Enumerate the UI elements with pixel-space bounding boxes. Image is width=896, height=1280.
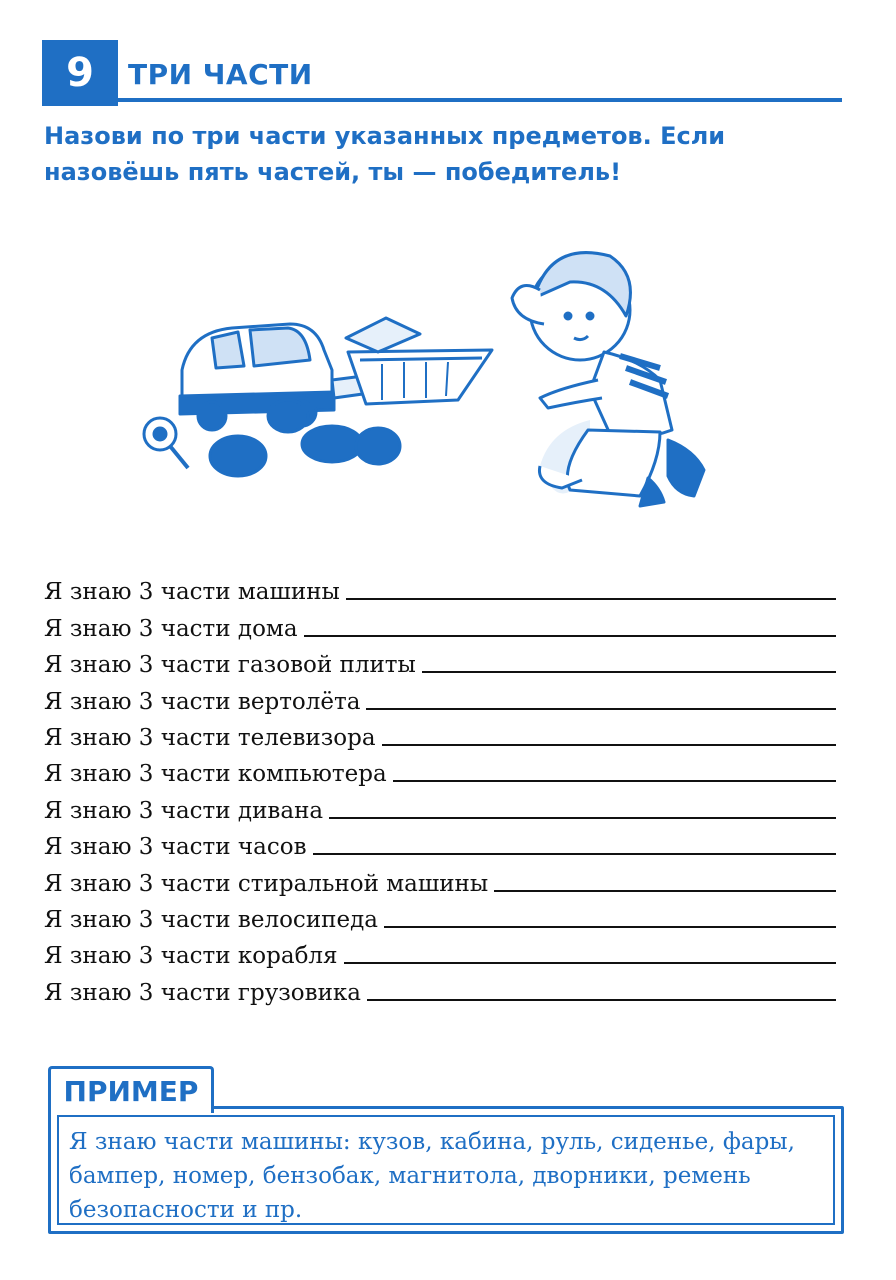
answer-lines: [44, 570, 836, 1007]
answer-line-label: Я знаю 3 части часов: [44, 834, 307, 861]
answer-line: [44, 934, 836, 970]
answer-line-label: Я знаю 3 части компьютера: [44, 761, 387, 788]
answer-line: [44, 970, 836, 1006]
answer-line-label: Я знаю 3 части грузовика: [44, 979, 361, 1006]
answer-blank[interactable]: [494, 890, 836, 892]
answer-line-label: Я знаю 3 части телевизора: [44, 724, 376, 751]
answer-blank[interactable]: [382, 744, 836, 746]
answer-blank[interactable]: [329, 817, 836, 819]
answer-line: [44, 570, 836, 606]
answer-line-label: Я знаю 3 части дома: [44, 615, 298, 642]
answer-line: [44, 606, 836, 642]
answer-line: [44, 679, 836, 715]
answer-line-label: Я знаю 3 части велосипеда: [44, 906, 378, 933]
answer-blank[interactable]: [384, 926, 836, 928]
answer-blank[interactable]: [313, 853, 836, 855]
answer-blank[interactable]: [422, 671, 836, 673]
exercise-header: [42, 40, 842, 106]
answer-line: [44, 788, 836, 824]
answer-line-label: Я знаю 3 части машины: [44, 579, 340, 606]
answer-line-label: Я знаю 3 части вертолёта: [44, 688, 361, 715]
example-heading: ПРИМЕР: [48, 1066, 214, 1113]
answer-line: [44, 898, 836, 934]
answer-line-label: Я знаю 3 части дивана: [44, 797, 324, 824]
answer-line-label: Я знаю 3 части газовой плиты: [44, 652, 416, 679]
answer-line-label: Я знаю 3 части корабля: [44, 943, 338, 970]
answer-blank[interactable]: [304, 635, 836, 637]
exercise-title: ТРИ ЧАСТИ: [128, 58, 313, 91]
exercise-number: 9: [42, 40, 118, 106]
answer-line: [44, 861, 836, 897]
answer-line-label: Я знаю 3 части стиральной машины: [44, 870, 489, 897]
answer-blank[interactable]: [346, 598, 836, 600]
instructions-text: Назови по три части указанных предметов. Если назовёшь пять частей, ты — победитель!: [44, 122, 726, 186]
answer-line: [44, 643, 836, 679]
answer-line: [44, 716, 836, 752]
example-text: Я знаю части машины: кузов, кабина, руль, сиденье, фары, бампер, номер, бензобак, магнитола, дворники, ремень безопасности и пр.: [57, 1115, 835, 1225]
title-underline: [118, 98, 842, 102]
boy-with-broken-toy-truck-illustration: [120, 220, 740, 520]
answer-line: [44, 825, 836, 861]
answer-blank[interactable]: [393, 780, 836, 782]
answer-blank[interactable]: [367, 999, 836, 1001]
answer-blank[interactable]: [366, 708, 836, 710]
example-box: [48, 1106, 844, 1234]
answer-line: [44, 752, 836, 788]
answer-blank[interactable]: [344, 962, 836, 964]
